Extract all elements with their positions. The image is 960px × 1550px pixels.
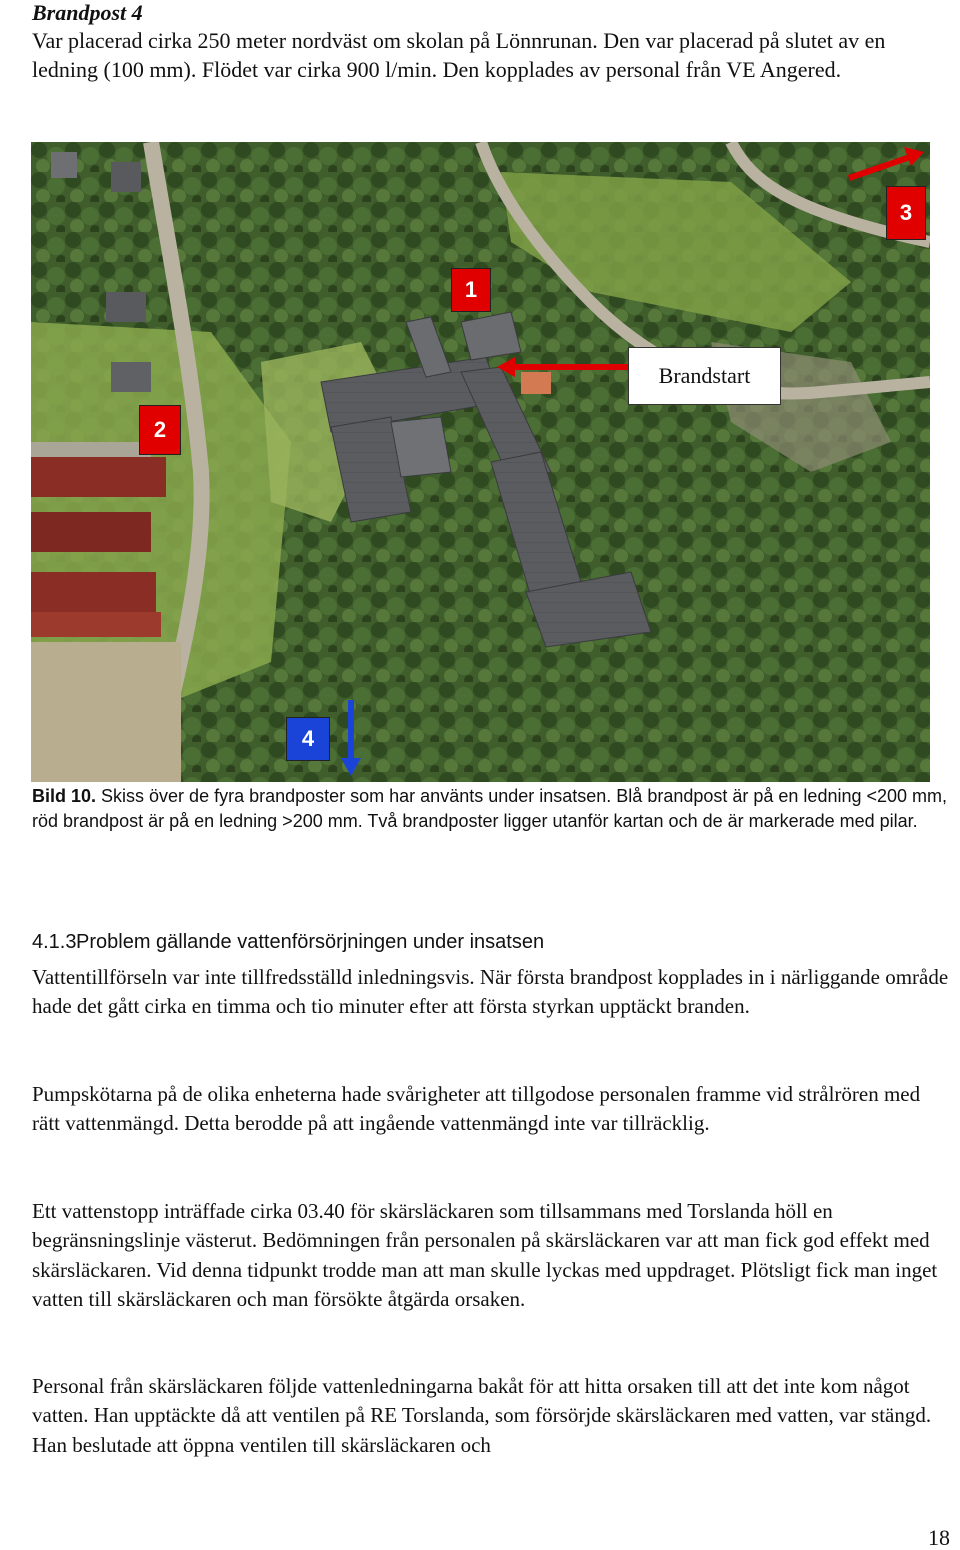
aerial-photo bbox=[31, 142, 930, 782]
hydrant-heading: Brandpost 4 bbox=[32, 0, 143, 25]
hydrant-description: Var placerad cirka 250 meter nordväst om skolan på Lönnrunan. Den var placerad på slutet av en ledning (100 mm). Flödet var cirka 900 l/min. Den kopplades av personal från VE Angered. bbox=[32, 28, 886, 82]
row-house bbox=[31, 457, 166, 497]
caption-text: Skiss över de fyra brandposter som har använts under insatsen. Blå brandpost är på en ledning <200 mm, röd brandpost är på en ledning >200 mm. Två brandposter ligger utanför kartan och de är markerade med pilar. bbox=[32, 786, 948, 831]
hydrant-marker-4: 4 bbox=[286, 717, 330, 761]
page-number: 18 bbox=[928, 1525, 950, 1550]
paragraph: Ett vattenstopp inträffade cirka 03.40 för skärsläckaren som tillsammans med Torslanda höll en begränsningslinje västerut. Bedömningen från personalen på skärsläckaren var att man fick god effekt med skärsläckaren. Vid denna tidpunkt trodde man att man skulle lyckas med uppdraget. Plötsligt fick man inget vatten till skärsläckaren och man försökte åtgärda orsaken. bbox=[32, 1199, 938, 1311]
brandstart-label: Brandstart bbox=[628, 347, 781, 405]
caption-label: Bild 10. bbox=[32, 786, 97, 806]
row-house bbox=[31, 512, 151, 552]
hydrant-marker-3: 3 bbox=[886, 186, 926, 240]
hydrant-marker-2: 2 bbox=[139, 405, 181, 455]
section-title: Problem gällande vattenförsörjningen under insatsen bbox=[76, 931, 545, 953]
aerial-photo-drawing bbox=[31, 142, 930, 782]
house bbox=[106, 292, 146, 322]
figure-caption bbox=[32, 784, 952, 833]
section-heading bbox=[32, 929, 544, 955]
paragraph: Vattentillförseln var inte tillfredsställd inledningsvis. När första brandpost kopplades in i närliggande område hade det gått cirka en timma och tio minuter efter att första styrkan upptäckt branden. bbox=[32, 965, 949, 1019]
row-house bbox=[31, 572, 156, 612]
paragraph: Pumpskötarna på de olika enheterna hade svårigheter att tillgodose personalen framme vid strålrören med rätt vattenmängd. Detta berodde på att ingående vattenmängd inte var tillräcklig. bbox=[32, 1082, 921, 1136]
section-number: 4.1.3 bbox=[32, 931, 77, 953]
row-house bbox=[31, 612, 161, 637]
house bbox=[51, 152, 77, 178]
house bbox=[111, 362, 151, 392]
intro-block bbox=[32, 0, 942, 84]
sports-field bbox=[31, 642, 181, 782]
hydrant-marker-1: 1 bbox=[451, 268, 491, 312]
paragraph: Personal från skärsläckaren följde vattenledningarna bakåt för att hitta orsaken till att det inte kom något vatten. Han upptäckte då att ventilen på RE Torslanda, som försörjde skärsläckaren med vatten, var stängd. Han beslutade att öppna ventilen till skärsläckaren och bbox=[32, 1374, 932, 1457]
house bbox=[111, 162, 141, 192]
